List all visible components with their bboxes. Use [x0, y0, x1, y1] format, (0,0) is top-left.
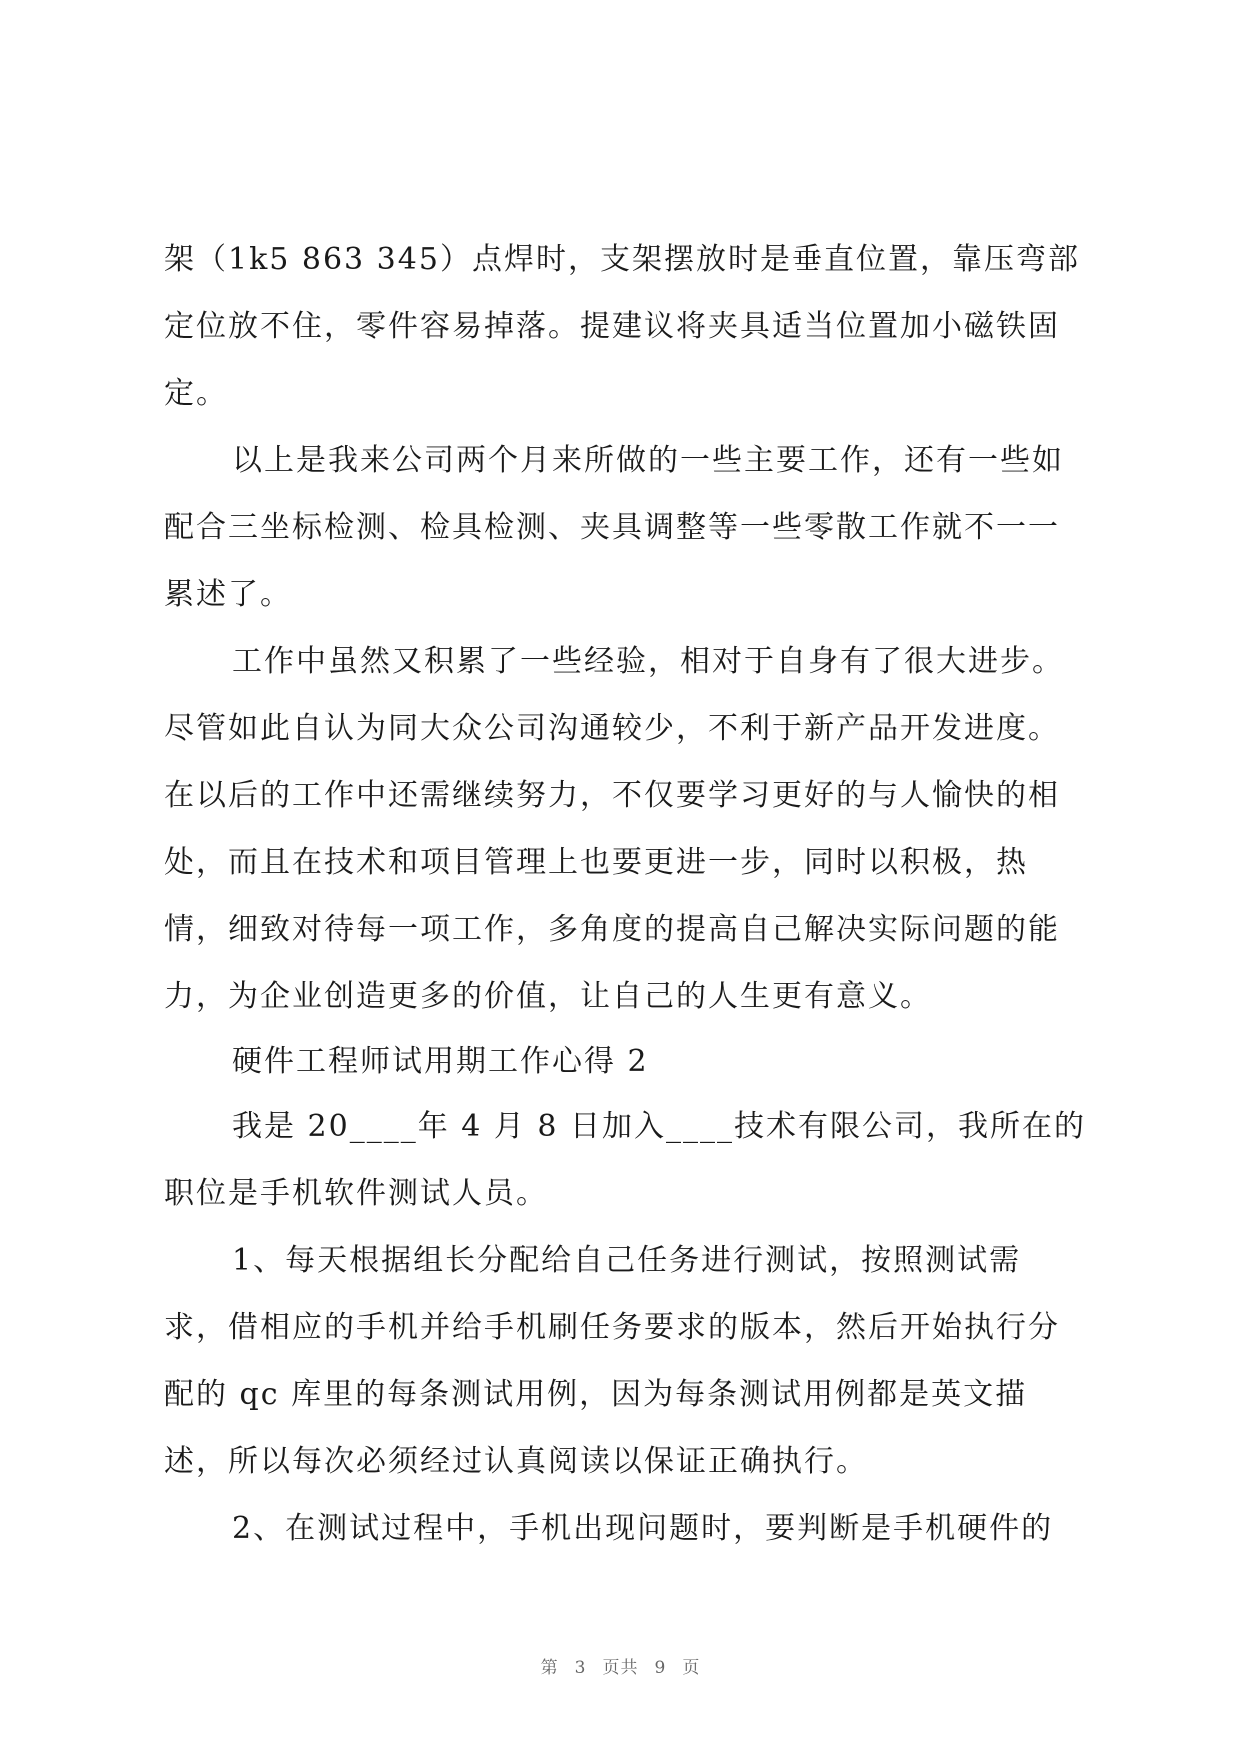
page-footer	[0, 1653, 1241, 1678]
footer-current-page: 3	[574, 1658, 587, 1678]
text-line: 定。	[164, 376, 228, 411]
text-line: 情，细致对待每一项工作，多角度的提高自己解决实际问题的能	[164, 912, 1060, 947]
text-line: 尽管如此自认为同大众公司沟通较少，不利于新产品开发进度。	[164, 711, 1060, 746]
text-line: 累述了。	[164, 577, 292, 612]
text-line: 求，借相应的手机并给手机刷任务要求的版本，然后开始执行分	[164, 1310, 1060, 1345]
text-line: 1、每天根据组长分配给自己任务进行测试，按照测试需	[232, 1243, 1022, 1278]
document-body	[164, 226, 1094, 1562]
text-line: 2、在测试过程中，手机出现问题时，要判断是手机硬件的	[232, 1511, 1054, 1546]
text-line: 述，所以每次必须经过认真阅读以保证正确执行。	[164, 1444, 868, 1479]
text-line: 我是 20____年 4 月 8 日加入____技术有限公司，我所在的	[232, 1109, 1087, 1144]
footer-suffix: 页	[682, 1658, 701, 1678]
footer-total-pages: 9	[654, 1658, 667, 1678]
text-line: 架（1k5 863 345）点焊时，支架摆放时是垂直位置，靠压弯部	[164, 242, 1080, 277]
text-line: 力，为企业创造更多的价值，让自己的人生更有意义。	[164, 979, 932, 1014]
text-line: 工作中虽然又积累了一些经验，相对于自身有了很大进步。	[232, 644, 1064, 679]
text-line: 配合三坐标检测、检具检测、夹具调整等一些零散工作就不一一	[164, 510, 1060, 545]
text-line: 配的 qc 库里的每条测试用例，因为每条测试用例都是英文描	[164, 1377, 1028, 1412]
text-line: 职位是手机软件测试人员。	[164, 1176, 548, 1211]
footer-middle: 页共	[602, 1658, 639, 1678]
text-line: 在以后的工作中还需继续努力，不仅要学习更好的与人愉快的相	[164, 778, 1060, 813]
footer-prefix: 第	[540, 1658, 559, 1678]
section-heading: 硬件工程师试用期工作心得 2	[232, 1044, 649, 1079]
text-line: 以上是我来公司两个月来所做的一些主要工作，还有一些如	[232, 443, 1064, 478]
text-line: 处，而且在技术和项目管理上也要更进一步，同时以积极，热	[164, 845, 1028, 880]
text-line: 定位放不住，零件容易掉落。提建议将夹具适当位置加小磁铁固	[164, 309, 1060, 344]
